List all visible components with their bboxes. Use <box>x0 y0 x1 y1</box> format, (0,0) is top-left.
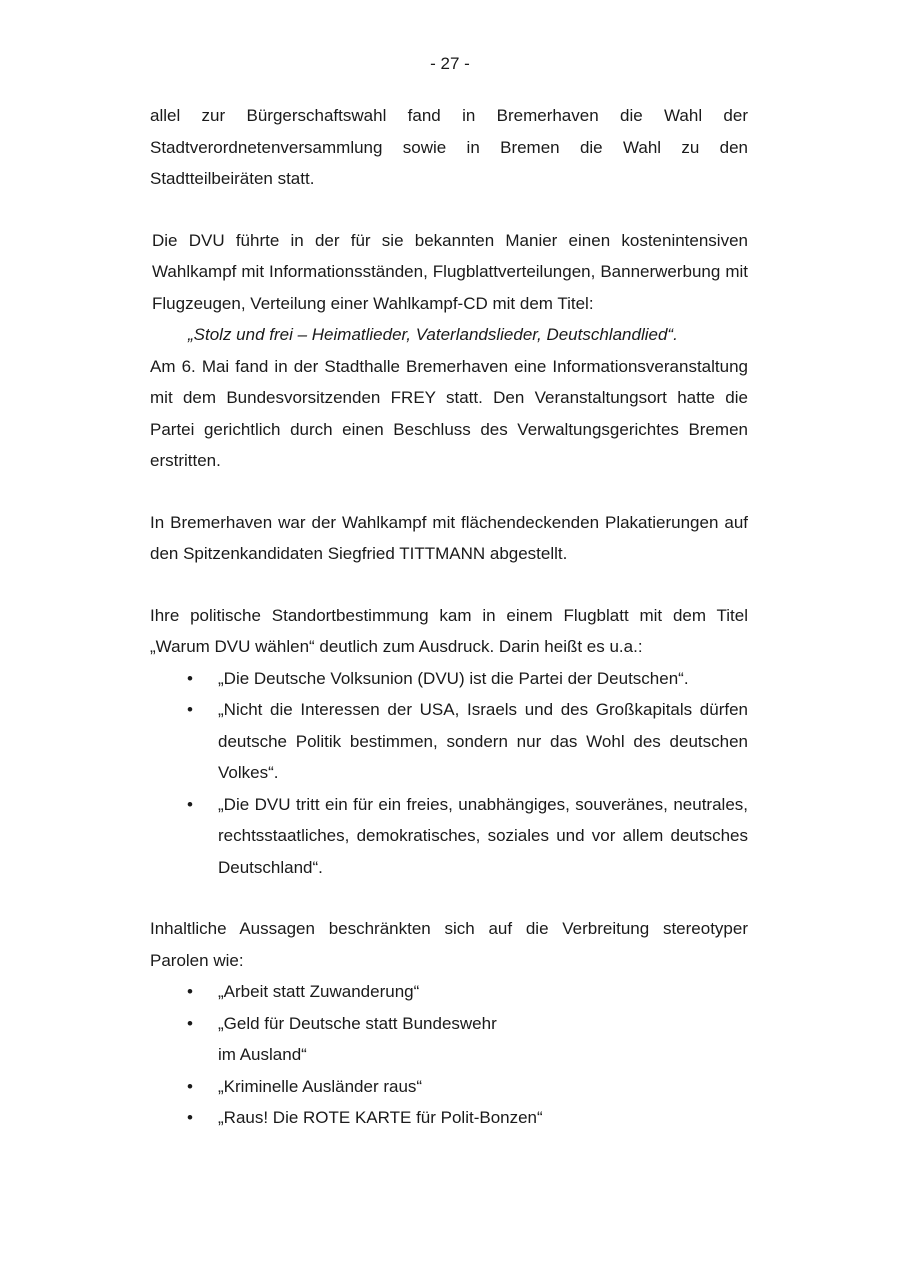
paragraph-bremerhaven: In Bremerhaven war der Wahlkampf mit flächendeckenden Plakatierungen auf den Spitzenkandidaten Siegfried TITTMANN abgestellt. <box>150 512 748 563</box>
paragraph-flyer: Ihre politische Standortbestimmung kam in einem Flugblatt mit dem Titel „Warum DVU wählen“ deutlich zum Ausdruck. Darin heißt es u.a.: <box>150 605 748 656</box>
list-item <box>150 1008 748 1071</box>
cd-title-quote: „Stolz und frei – Heimatlieder, Vaterlandslieder, Deutschlandlied“. <box>188 325 678 344</box>
flyer-quote-list <box>150 663 748 884</box>
list-item <box>150 1102 748 1134</box>
paragraph-gap <box>150 477 748 507</box>
slogan-text: • „Arbeit statt Zuwanderung“ <box>218 982 420 1001</box>
slogan-text: • „Geld für Deutsche statt Bundeswehr <box>218 1013 497 1033</box>
paragraph-event: Am 6. Mai fand in der Stadthalle Bremerhaven eine Informationsveranstaltung mit dem Bundesvorsitzenden FREY statt. Den Veranstaltungsort hatte die Partei gerichtlich durch einen Beschluss des Verwaltungsgerichtes Bremen erstritten. <box>150 356 748 470</box>
paragraph-gap <box>150 570 748 600</box>
slogan-text: • „Raus! Die ROTE KARTE für Polit-Bonzen“ <box>218 1108 543 1127</box>
list-item: • „Die Deutsche Volksunion (DVU) ist die Partei der Deutschen“. <box>150 663 748 695</box>
list-item: • „Die DVU tritt ein für ein freies, unabhängiges, souveränes, neutrales, rechtsstaatliches, demokratisches, soziales und vor allem deutsches Deutschland“. <box>150 789 748 884</box>
paragraph-gap <box>150 195 748 225</box>
list-item <box>150 976 748 1008</box>
slogan-text-continued: im Ausland“ <box>218 1045 307 1064</box>
list-item <box>150 1071 748 1103</box>
paragraph-election-context: allel zur Bürgerschaftswahl fand in Bremerhaven die Wahl der Stadtverordnetenversammlung sowie in Bremen die Wahl zu den Stadtteilbeiräten statt. <box>150 106 748 188</box>
paragraph-gap <box>150 883 748 913</box>
slogan-list <box>150 976 748 1134</box>
campaign-block <box>150 225 748 351</box>
page-number: - 27 - <box>430 54 470 73</box>
list-item: • „Nicht die Interessen der USA, Israels und des Großkapitals dürfen deutsche Politik bestimmen, sondern nur das Wohl des deutschen Volkes“. <box>150 694 748 789</box>
paragraph-campaign: Die DVU führte in der für sie bekannten Manier einen kostenintensiven Wahlkampf mit Informationsständen, Flugblattverteilungen, Bannerwerbung mit Flugzeugen, Verteilung einer Wahlkampf-CD mit dem Titel: <box>152 230 748 313</box>
page-body <box>150 100 748 1134</box>
paragraph-slogans: Inhaltliche Aussagen beschränkten sich auf die Verbreitung stereotyper Parolen wie: <box>150 919 748 970</box>
slogan-text: • „Kriminelle Ausländer raus“ <box>218 1076 423 1096</box>
